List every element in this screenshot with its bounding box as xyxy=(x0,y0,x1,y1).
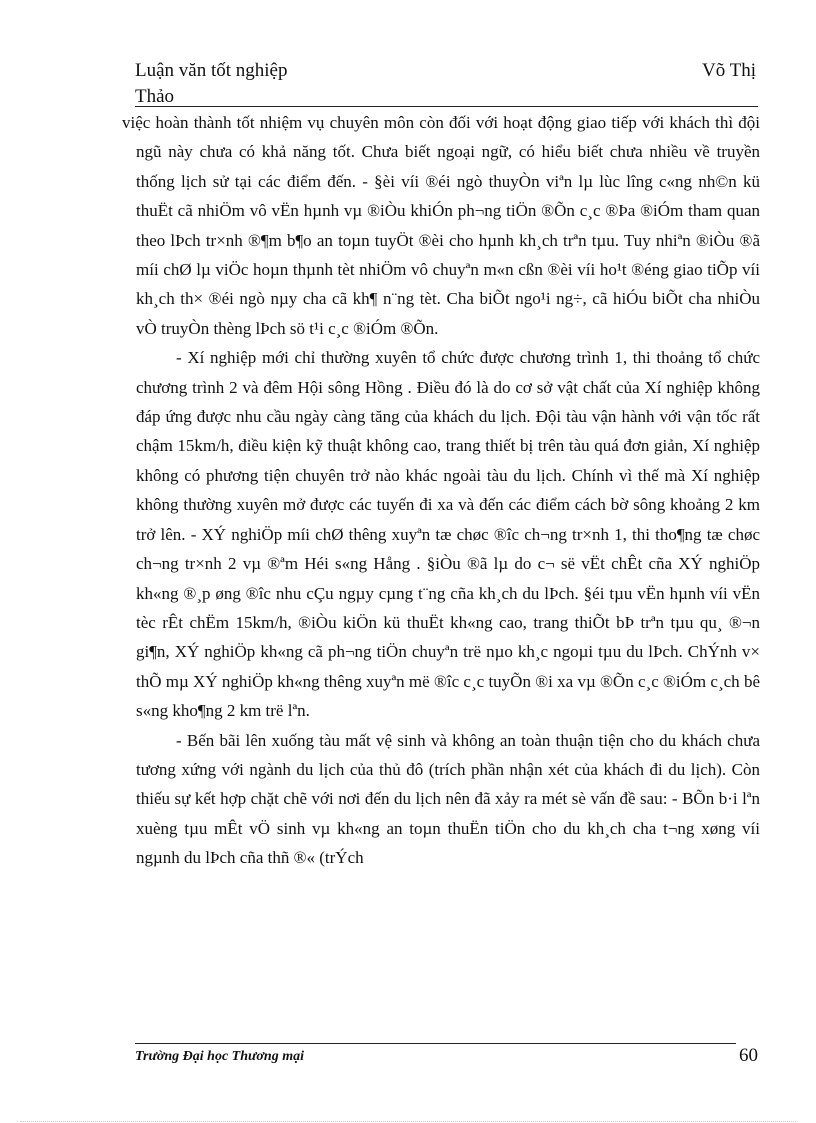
paragraph-1 xyxy=(122,108,760,343)
page-edge-divider xyxy=(20,1121,796,1122)
paragraph-3-text: - Bến bãi lên xuống tàu mất vệ sinh và không an toàn thuận tiện cho du khách chưa tương xứng với ngành du lịch của thủ đô (trích phần nhận xét của khách đi du lịch). Còn thiếu sự kết hợp chặt chẽ với nơi đến du lịch nên đã xảy ra mét sè vấn đề sau: - BÕn b·i lªn xuèng tµu mÊt vÖ sinh vµ kh«ng an toµn thuËn tiÖn cho du kh¸ch cha t¬ng xøng víi ngµnh du lÞch cña thñ ®« (trÝch xyxy=(136,730,760,868)
page-number: 60 xyxy=(739,1045,758,1066)
document-body xyxy=(122,108,760,873)
paragraph-3 xyxy=(122,726,760,873)
header-divider xyxy=(135,106,758,107)
paragraph-1-text: việc hoàn thành tốt nhiệm vụ chuyên môn còn đối với hoạt động giao tiếp với khách thì đội ngũ này chưa có khả năng tốt. Chưa biết ngoại ngữ, có hiểu biết chưa nhiều về truyền thống lịch sử tại các điểm đến. - §èi víi ®éi ngò thuyÒn viªn lµ lùc lîng c«ng nh©n kü thuËt cã nhiÖm vô vËn hµnh vµ ®iÒu khiÓn ph¬ng tiÖn ®Õn c¸c ®Þa ®iÓm tham quan theo lÞch tr×nh ®¶m b¶o an toµn tuyÖt ®èi cho hµnh kh¸ch trªn tµu. Tuy nhiªn ®iÒu ®ã míi chØ lµ viÖc hoµn thµnh tèt nhiÖm vô chuyªn m«n cßn ®èi víi ho¹t ®éng giao tiÕp víi kh¸ch th× ®éi ngò nµy cha cã kh¶ n¨ng tèt. Cha biÕt ngo¹i ng÷, cã hiÓu biÕt cha nhiÒu vÒ truyÒn thèng lÞch sö t¹i c¸c ®iÓm ®Õn. xyxy=(122,113,760,338)
paragraph-2-text: - Xí nghiệp mới chỉ thường xuyên tổ chức được chương trình 1, thi thoảng tổ chức chương trình 2 và đêm Hội sông Hồng . Điều đó là do cơ sở vật chất của Xí nghiệp không đáp ứng được nhu cầu ngày càng tăng của khách du lịch. Đội tàu vận hành với vận tốc rất chậm 15km/h, điều kiện kỹ thuật không cao, trang thiết bị trên tàu quá đơn giản, Xí nghiệp không có phương tiện chuyên trở nào khác ngoài tàu du lịch. Chính vì thế mà Xí nghiệp không thường xuyên mở được các tuyến đi xa và đến các điểm cách bờ sông khoảng 2 km trở lên. - XÝ nghiÖp míi chØ thêng xuyªn tæ chøc ®îc ch¬ng tr×nh 1, thi tho¶ng tæ chøc ch¬ng tr×nh 2 vµ ®ªm Héi s«ng Hång . §iÒu ®ã lµ do c¬ së vËt chÊt cña XÝ nghiÖp kh«ng ®¸p øng ®îc nhu cÇu ngµy cµng t¨ng cña kh¸ch du lÞch. §éi tµu vËn hµnh víi vËn tèc rÊt chËm 15km/h, ®iÒu kiÖn kü thuËt kh«ng cao, trang thiÕt bÞ trªn tµu qu¸ ®¬n gi¶n, XÝ nghiÖp kh«ng cã ph¬ng tiÖn chuyªn trë nµo kh¸c ngoµi tµu du lÞch. ChÝnh v× thÕ mµ XÝ nghiÖp kh«ng thêng xuyªn më ®îc c¸c tuyÕn ®i xa vµ ®Õn c¸c ®iÓm c¸ch bê s«ng kho¶ng 2 km trë lªn. xyxy=(136,348,760,721)
footer-divider xyxy=(135,1043,736,1044)
paragraph-2 xyxy=(122,343,760,725)
header-author: Võ Thị xyxy=(701,60,756,81)
header-title: Luận văn tốt nghiệp Thảo xyxy=(135,60,288,107)
footer-school: Trường Đại học Thương mại xyxy=(135,1049,304,1064)
